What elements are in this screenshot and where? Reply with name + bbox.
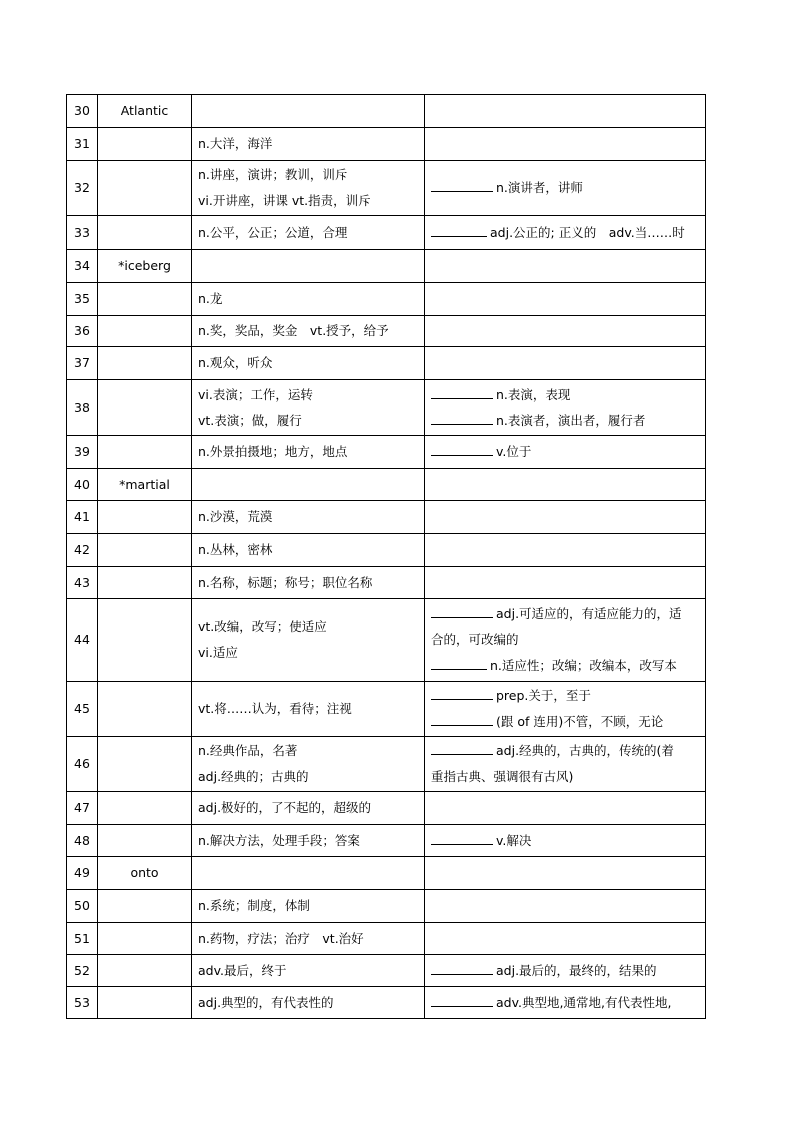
meaning-cell xyxy=(192,216,425,250)
meaning-cell xyxy=(192,923,425,955)
derivative-cell xyxy=(425,128,706,161)
derivative-cell xyxy=(425,567,706,599)
row-number: 39 xyxy=(67,436,98,469)
meaning-text: n.药物，疗法；治疗 vt.治好 xyxy=(198,930,364,946)
meaning-cell xyxy=(192,250,425,283)
derivative-text: 合的，可改编的 xyxy=(431,632,519,647)
answer-blank[interactable] xyxy=(431,961,493,975)
row-word xyxy=(98,792,192,825)
derivative-cell xyxy=(425,347,706,380)
row-number: 46 xyxy=(67,737,98,792)
meaning-text: n.丛林，密林 xyxy=(198,542,273,557)
meaning-text: n.外景拍摄地；地方，地点 xyxy=(198,444,348,459)
row-word xyxy=(98,567,192,599)
table-row xyxy=(67,95,706,128)
table-row xyxy=(67,380,706,436)
row-number: 45 xyxy=(67,682,98,737)
row-word xyxy=(98,283,192,316)
row-word xyxy=(98,682,192,737)
table-row xyxy=(67,347,706,380)
answer-blank[interactable] xyxy=(431,385,493,399)
derivative-text: prep.关于，至于 xyxy=(496,688,591,703)
meaning-text: n.公平，公正；公道，合理 xyxy=(198,224,348,240)
answer-blank[interactable] xyxy=(431,831,493,845)
derivative-cell xyxy=(425,380,706,436)
derivative-cell xyxy=(425,501,706,534)
derivative-text: n.适应性；改编；改编本，改写本 xyxy=(490,658,677,673)
derivative-cell xyxy=(425,599,706,682)
row-number: 42 xyxy=(67,534,98,567)
answer-blank[interactable] xyxy=(431,604,493,618)
derivative-cell xyxy=(425,890,706,923)
table-row xyxy=(67,501,706,534)
derivative-text: v.位于 xyxy=(496,444,532,459)
meaning-cell xyxy=(192,987,425,1019)
derivative-cell xyxy=(425,923,706,955)
derivative-text: adj.公正的; 正义的 adv.当……时 xyxy=(490,224,685,240)
meaning-text: n.解决方法，处理手段；答案 xyxy=(198,832,360,848)
row-number: 33 xyxy=(67,216,98,250)
row-word xyxy=(98,737,192,792)
table-row xyxy=(67,923,706,955)
row-word xyxy=(98,380,192,436)
table-row xyxy=(67,128,706,161)
row-number: 47 xyxy=(67,792,98,825)
row-word xyxy=(98,825,192,857)
row-word xyxy=(98,128,192,161)
meaning-cell xyxy=(192,955,425,987)
derivative-cell xyxy=(425,682,706,737)
meaning-text: vt.将……认为，看待；注视 xyxy=(198,701,352,716)
row-number: 43 xyxy=(67,567,98,599)
derivative-text: n.表演者，演出者，履行者 xyxy=(496,412,646,428)
meaning-cell xyxy=(192,347,425,380)
derivative-text: v.解决 xyxy=(496,832,532,848)
row-word: Atlantic xyxy=(98,95,192,128)
derivative-cell xyxy=(425,857,706,890)
row-word: *martial xyxy=(98,469,192,501)
derivative-cell xyxy=(425,737,706,792)
table-row xyxy=(67,250,706,283)
row-number: 41 xyxy=(67,501,98,534)
row-number: 51 xyxy=(67,923,98,955)
meaning-cell xyxy=(192,95,425,128)
row-number: 32 xyxy=(67,161,98,216)
meaning-cell xyxy=(192,792,425,825)
vocabulary-table xyxy=(66,94,706,1019)
row-word xyxy=(98,923,192,955)
meaning-cell xyxy=(192,825,425,857)
derivative-cell xyxy=(425,283,706,316)
row-number: 31 xyxy=(67,128,98,161)
meaning-text: vt.改编，改写；使适应 xyxy=(198,619,327,634)
row-word xyxy=(98,501,192,534)
table-row xyxy=(67,825,706,857)
row-number: 36 xyxy=(67,316,98,347)
answer-blank[interactable] xyxy=(431,178,493,192)
meaning-cell xyxy=(192,501,425,534)
row-word xyxy=(98,987,192,1019)
row-number: 53 xyxy=(67,987,98,1019)
derivative-cell xyxy=(425,216,706,250)
row-number: 38 xyxy=(67,380,98,436)
derivative-cell xyxy=(425,534,706,567)
derivative-text: adj.最后的，最终的，结果的 xyxy=(496,962,657,978)
row-number: 40 xyxy=(67,469,98,501)
table-row xyxy=(67,161,706,216)
derivative-text: n.表演，表现 xyxy=(496,386,571,402)
meaning-text: vi.开讲座，讲课 vt.指责，训斥 xyxy=(198,193,371,208)
derivative-text: adv.典型地,通常地,有代表性地, xyxy=(496,994,672,1010)
row-word xyxy=(98,216,192,250)
derivative-cell xyxy=(425,250,706,283)
row-number: 30 xyxy=(67,95,98,128)
table-row xyxy=(67,534,706,567)
derivative-cell xyxy=(425,436,706,469)
meaning-cell xyxy=(192,316,425,347)
meaning-text: n.龙 xyxy=(198,291,223,306)
row-word xyxy=(98,534,192,567)
table-row xyxy=(67,216,706,250)
meaning-text: n.系统；制度，体制 xyxy=(198,898,310,913)
meaning-text: adv.最后，终于 xyxy=(198,962,287,978)
row-number: 50 xyxy=(67,890,98,923)
row-number: 49 xyxy=(67,857,98,890)
table-row xyxy=(67,682,706,737)
meaning-cell xyxy=(192,128,425,161)
derivative-cell xyxy=(425,469,706,501)
row-number: 34 xyxy=(67,250,98,283)
row-number: 48 xyxy=(67,825,98,857)
derivative-text: n.演讲者，讲师 xyxy=(496,180,583,195)
row-number: 37 xyxy=(67,347,98,380)
table-row xyxy=(67,890,706,923)
meaning-cell xyxy=(192,380,425,436)
answer-blank[interactable] xyxy=(431,411,493,425)
answer-blank[interactable] xyxy=(431,993,493,1007)
answer-blank[interactable] xyxy=(431,712,493,726)
meaning-cell xyxy=(192,737,425,792)
meaning-text: n.观众，听众 xyxy=(198,355,273,370)
meaning-cell xyxy=(192,283,425,316)
table-row xyxy=(67,469,706,501)
row-word xyxy=(98,161,192,216)
derivative-cell xyxy=(425,161,706,216)
table-row xyxy=(67,567,706,599)
meaning-text: n.沙漠，荒漠 xyxy=(198,509,273,524)
row-word xyxy=(98,599,192,682)
derivative-cell xyxy=(425,316,706,347)
table-row xyxy=(67,955,706,987)
meaning-cell xyxy=(192,682,425,737)
table-row xyxy=(67,599,706,682)
meaning-cell xyxy=(192,890,425,923)
answer-blank[interactable] xyxy=(431,442,493,456)
table-row xyxy=(67,737,706,792)
meaning-text: vt.表演；做，履行 xyxy=(198,412,302,428)
row-word: *iceberg xyxy=(98,250,192,283)
meaning-text: n.讲座，演讲；教训，训斥 xyxy=(198,167,348,182)
derivative-text: adj.经典的，古典的，传统的(着 xyxy=(496,743,674,758)
answer-blank[interactable] xyxy=(431,686,493,700)
row-number: 35 xyxy=(67,283,98,316)
meaning-text: n.名称，标题；称号；职位名称 xyxy=(198,574,373,590)
table-row xyxy=(67,987,706,1019)
meaning-text: adj.典型的，有代表性的 xyxy=(198,994,334,1010)
row-word xyxy=(98,316,192,347)
row-word xyxy=(98,890,192,923)
answer-blank[interactable] xyxy=(431,223,487,237)
meaning-text: adj.极好的，了不起的，超级的 xyxy=(198,800,372,815)
meaning-text: n.经典作品，名著 xyxy=(198,743,298,758)
derivative-text: (跟 of 连用)不管，不顾，无论 xyxy=(496,714,664,729)
meaning-text: vi.适应 xyxy=(198,645,238,660)
meaning-text: n.奖，奖品，奖金 vt.授予，给予 xyxy=(198,323,389,338)
table-row xyxy=(67,436,706,469)
derivative-cell xyxy=(425,95,706,128)
derivative-cell xyxy=(425,792,706,825)
row-number: 52 xyxy=(67,955,98,987)
table-row xyxy=(67,857,706,890)
meaning-cell xyxy=(192,567,425,599)
table-row xyxy=(67,792,706,825)
meaning-cell xyxy=(192,857,425,890)
meaning-cell xyxy=(192,469,425,501)
meaning-cell xyxy=(192,436,425,469)
derivative-text: adj.可适应的，有适应能力的，适 xyxy=(496,606,682,621)
derivative-cell xyxy=(425,987,706,1019)
table-row xyxy=(67,316,706,347)
table-row xyxy=(67,283,706,316)
derivative-cell xyxy=(425,825,706,857)
answer-blank[interactable] xyxy=(431,656,487,670)
derivative-text: 重指古典、强调很有古风) xyxy=(431,769,574,784)
row-number: 44 xyxy=(67,599,98,682)
row-word xyxy=(98,436,192,469)
answer-blank[interactable] xyxy=(431,741,493,755)
meaning-text: n.大洋，海洋 xyxy=(198,136,273,151)
meaning-cell xyxy=(192,534,425,567)
row-word: onto xyxy=(98,857,192,890)
derivative-cell xyxy=(425,955,706,987)
row-word xyxy=(98,955,192,987)
meaning-cell xyxy=(192,599,425,682)
meaning-cell xyxy=(192,161,425,216)
row-word xyxy=(98,347,192,380)
meaning-text: adj.经典的；古典的 xyxy=(198,769,309,784)
meaning-text: vi.表演；工作，运转 xyxy=(198,386,313,402)
